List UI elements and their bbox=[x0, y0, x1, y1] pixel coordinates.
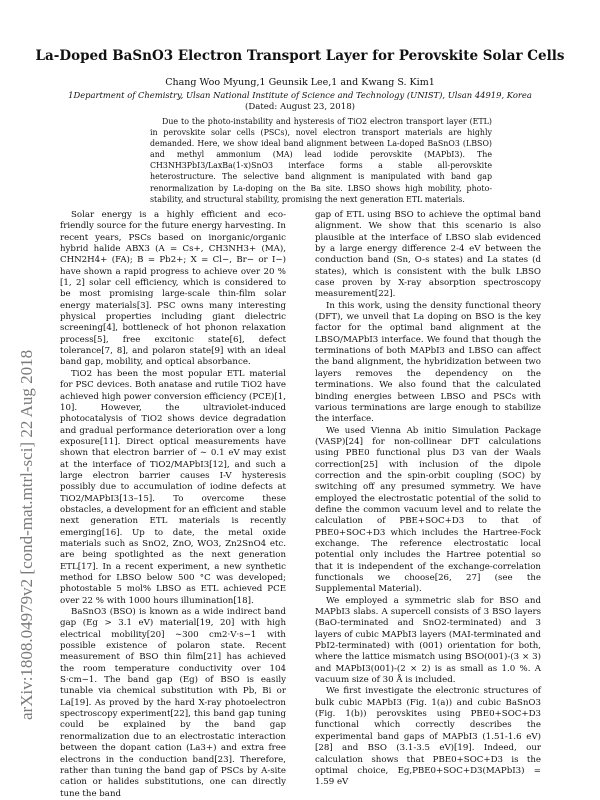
paragraph: TiO2 has been the most popular ETL material for PSC devices. Both anatase and rutile TiO2 have achieved high power conversion efficiency (PCE)[1, 10]. However, the ultraviolet-induced photocatalysis of TiO2 shows device degradation and gradual performance deterioration over a long exposure[11]. Direct optical measurements have shown that electron barrier of ∼ 0.1 eV may exist at the interface of TiO2/MAPbI3[12], and such a large electron barrier causes I-V hysteresis possibly due to accumulation of iodine defects at TiO2/MAPbI3[13–15]. To overcome these obstacles, a development for an efficient and stable next generation ETL materials is recently emerging[16]. Up to date, the metal oxide materials such as SnO2, ZnO, WO3, Zn2SnO4 etc. are being spotlighted as the next generation ETL[17]. In a recent experiment, a new synthetic method for LBSO below 500 °C was developed; photostable 5 mol% LBSO as ETL achieved PCE over 22 % with 1000 hours illumination[18]. bbox=[60, 368, 286, 606]
abstract: Due to the photo-instability and hysteresis of TiO2 electron transport layer (ETL) in perovskite solar cells (PSCs), novel electron transport materials are highly demanded. Here, we show ideal band alignment between La-doped BaSnO3 (LBSO) and methyl ammonium (MA) lead iodide perovskite (MAPbI3). The CH3NH3PbI3/LaxBa(1-x)SnO3 interface forms a stable all-perovskite heterostructure. The selective band alignment is manipulated with band gap renormalization by La-doping on the Ba site. LBSO shows high mobility, photo-stability, and structural stability, promising the next generation ETL materials. bbox=[150, 117, 492, 204]
paragraph: We employed a symmetric slab for BSO and MAPbI3 slabs. A supercell consists of 3 BSO layers (BaO-terminated and SnO2-terminated) and 3 layers of cubic MAPbI3 layers (MAI-terminated and PbI2-terminated) with (001) orientation for both, where the lattice mismatch using BSO(001)-(3 × 3) and MAPbI3(001)-(2 × 2) is as small as 1.0 %. A vacuum size of 30 Å is included. bbox=[315, 595, 541, 686]
paragraph: We first investigate the electronic structures of bulk cubic MAPbI3 (Fig. 1(a)) and cubic BaSnO3 (Fig. 1(b)) perovskites using PBE0+SOC+D3 functional which correctly describes the experimental band gaps of MAPbI3 (1.51-1.6 eV)[28] and BSO (3.1-3.5 eV)[19]. Indeed, our calculation shows that PBE0+SOC+D3 is the optimal choice, Eg,PBE0+SOC+D3(MAPbI3) = 1.59 eV bbox=[315, 686, 541, 788]
paragraph: We used Vienna Ab initio Simulation Package (VASP)[24] for non-collinear DFT calculations using PBE0 functional plus D3 van der Waals correction[25] with inclusion of the dipole correction and the spin-orbit coupling (SOC) by switching off any presumed symmetry. We have employed the electrostatic potential of the solid to define the common vacuum level and to relate the calculation of PBE+SOC+D3 to that of PBE0+SOC+D3 which includes the Hartree-Fock exchange. The reference electrostatic local potential only includes the Hartree potential so that it is independent of the exchange-correlation functionals we choose[26, 27] (see the Supplemental Material). bbox=[315, 425, 541, 595]
paragraph: Solar energy is a highly efficient and eco-friendly source for the future energy harvesting. In recent years, PSCs based on inorganic/organic hybrid halide ABX3 (A = Cs+, CH3NH3+ (MA), CHN2H4+ (FA); B = Pb2+; X = Cl−, Br− or I−) have shown a rapid progress to achieve over 20 %[1, 2] solar cell efficiency, which is considered to be most promising large-scale thin-film solar energy materials[3]. PSC owns many interesting physical properties including giant dielectric screening[4], bottleneck of hot phonon relaxation process[5], free excitonic state[6], defect tolerance[7, 8], and polaron state[9] with an ideal band gap, mobility, and optical absorbance. bbox=[60, 210, 286, 368]
paragraph: gap of ETL using BSO to achieve the optimal band alignment. We show that this scenario is also plausible at the interface of LBSO slab evidenced by a large energy difference 2-4 eV between the conduction band (Sn, O-s states) and La states (d states), which is consistent with the bulk LBSO case proven by X-ray absorption spectroscopy measurement[22]. bbox=[315, 210, 541, 300]
paper-title: La-Doped BaSnO3 Electron Transport Layer for Perovskite Solar Cells bbox=[35, 48, 565, 64]
dated-line: (Dated: August 23, 2018) bbox=[244, 102, 356, 112]
arxiv-identifier bbox=[2, 80, 46, 740]
affiliation: 1Department of Chemistry, Ulsan National Institute of Science and Technology (UNIST), Ulsan 44919, Korea bbox=[68, 90, 532, 100]
arxiv-id-text: arXiv:1808.04979v2 [cond-mat.mtrl-sci] 22 Aug 2018 bbox=[17, 349, 36, 720]
right-column bbox=[315, 210, 541, 789]
paragraph: In this work, using the density functional theory (DFT), we unveil that La doping on BSO is the key factor for the optimal band alignment at the LBSO/MAPbI3 interface. We found that though the terminations of both MAPbI3 and LBSO can affect the band alignment, the hybridization between two layers removes the dependency on the terminations. We also found that the calculated binding energies between LBSO and PSCs with various terminations are large enough to stabilize the interface. bbox=[315, 300, 541, 425]
left-column bbox=[60, 210, 286, 800]
author-list: Chang Woo Myung,1 Geunsik Lee,1 and Kwang S. Kim1 bbox=[165, 77, 435, 88]
paragraph: BaSnO3 (BSO) is known as a wide indirect band gap (Eg > 3.1 eV) material[19, 20] with high electrical mobility[20] ∼300 cm2·V·s−1 with possible existence of polaron state. Recent measurement of BSO thin film[21] has achieved the room temperature conductivity over 104 S·cm−1. The band gap (Eg) of BSO is easily tunable via chemical substitution with Pb, Bi or La[19]. As proved by the hard X-ray photoelectron spectroscopy experiment[22], this band gap tuning could be explained by the band gap renormalization due to an electrostatic interaction between the dopant cation (La3+) and extra free electrons in the conduction band[23]. Therefore, rather than tuning the band gap of PSCs by A-site cation or halides substitutions, one can directly tune the band bbox=[60, 607, 286, 799]
